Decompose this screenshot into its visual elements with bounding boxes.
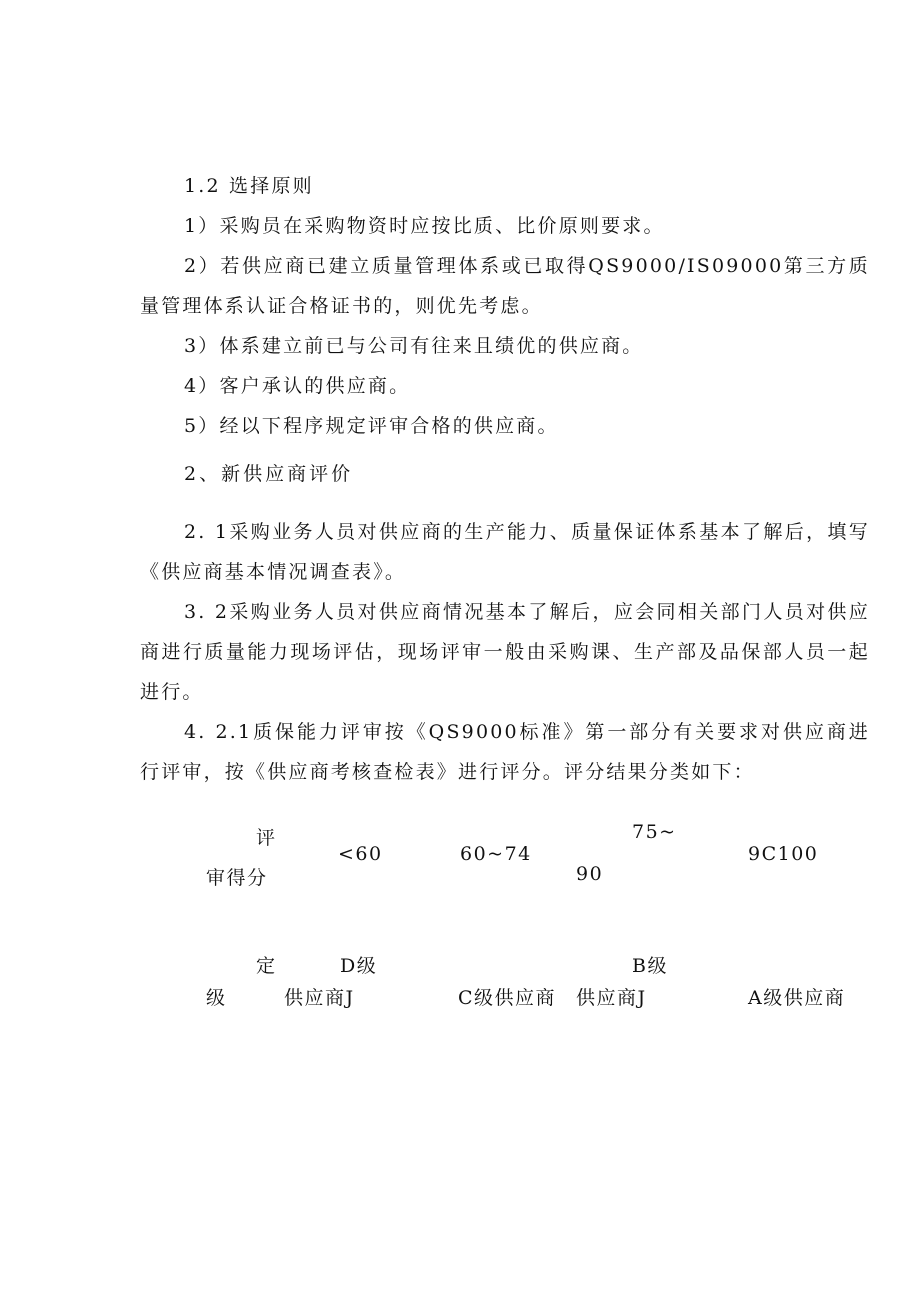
principle-item-4: 4）客户承认的供应商。 <box>184 375 411 397</box>
section-2-title: 2、新供应商评价 <box>184 463 354 485</box>
section-1-2-title: 1.2 选择原则 <box>184 175 314 197</box>
score-label-top: 评 <box>256 827 277 849</box>
principle-item-5: 5）经以下程序规定评审合格的供应商。 <box>184 415 559 437</box>
grade-c: C级供应商 <box>458 987 557 1009</box>
score-range-b-top: 75~ <box>632 821 677 843</box>
score-range-a: 9C100 <box>748 843 819 865</box>
section-2-paragraph-3: 4. 2.1质保能力评审按《QS9000标准》第一部分有关要求对供应商进行评审，按《供应商考核查检表》进行评分。评分结果分类如下： <box>140 721 870 783</box>
grade-label-top: 定 <box>256 955 277 977</box>
principle-item-3: 3）体系建立前已与公司有往来且绩优的供应商。 <box>184 335 644 357</box>
grade-a: A级供应商 <box>748 987 846 1009</box>
score-label-bottom: 审得分 <box>206 867 268 889</box>
grade-b-top: B级 <box>632 955 668 977</box>
principle-item-2: 2）若供应商已建立质量管理体系或已取得QS9000/IS09000第三方质量管理体系认证合格证书的，则优先考虑。 <box>140 255 870 317</box>
grade-label-bottom: 级 <box>206 987 227 1009</box>
score-range-d: <60 <box>338 843 383 865</box>
score-range-c: 60~74 <box>460 843 532 865</box>
grade-d-bottom: 供应商J <box>284 987 355 1009</box>
grade-b-bottom: 供应商J <box>576 987 647 1009</box>
section-2-paragraph-1: 2. 1采购业务人员对供应商的生产能力、质量保证体系基本了解后，填写《供应商基本情况调查表》。 <box>140 521 870 583</box>
section-2-paragraph-2: 3. 2采购业务人员对供应商情况基本了解后，应会同相关部门人员对供应商进行质量能力现场评估，现场评审一般由采购课、生产部及品保部人员一起进行。 <box>140 601 870 703</box>
score-range-b-bottom: 90 <box>576 863 604 885</box>
principle-item-1: 1）采购员在采购物资时应按比质、比价原则要求。 <box>184 215 665 237</box>
grade-d-top: D级 <box>340 955 378 977</box>
